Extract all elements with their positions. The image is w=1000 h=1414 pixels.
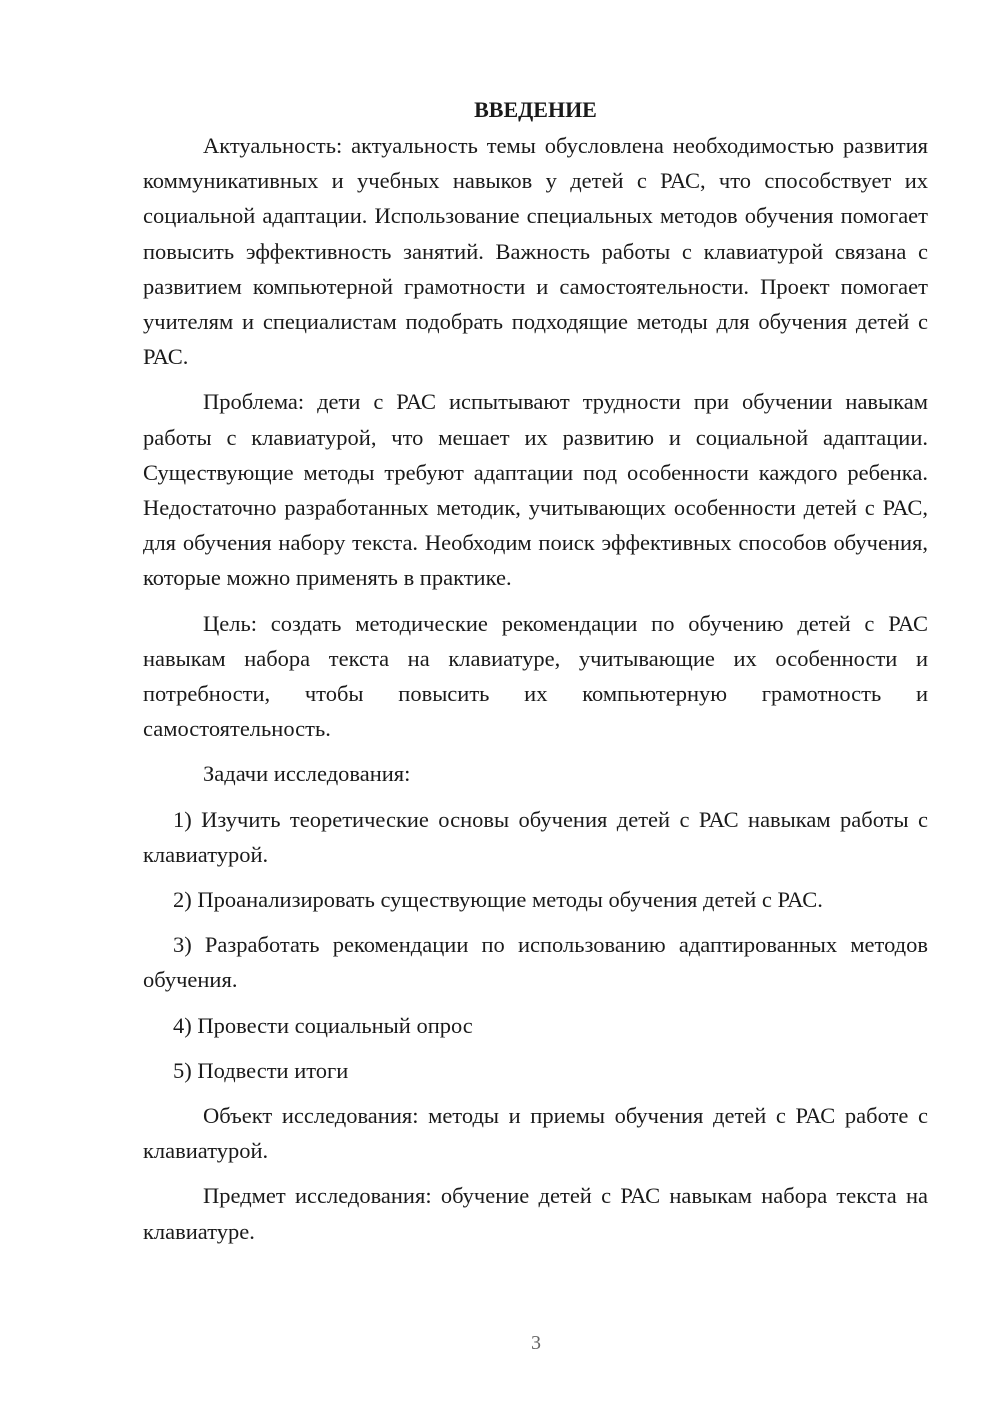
subject-paragraph: Предмет исследования: обучение детей с РАС навыкам набора текста на клавиатуре. (143, 1183, 928, 1244)
problem-paragraph: Проблема: дети с РАС испытывают трудности при обучении навыкам работы с клавиатурой, что мешает их развитию и социальной адаптации. Существующие методы требуют адаптации под особенности каждого ребенка. Недостаточно разработанных методик, учитывающих особенности детей с РАС, для обучения набору текста. Необходим поиск эффективных способов обучения, которые можно применять в практике. (143, 389, 928, 591)
document-body (143, 92, 928, 1259)
relevance-paragraph: Актуальность: актуальность темы обусловлена необходимостью развития коммуникативных и учебных навыков у детей с РАС, что способствует их социальной адаптации. Использование специальных методов обучения помогает повысить эффективность занятий. Важность работы с клавиатурой связана с развитием компьютерной грамотности и самостоятельности. Проект помогает учителям и специалистам подобрать подходящие методы для обучения детей с РАС. (143, 133, 928, 370)
object-paragraph: Объект исследования: методы и приемы обучения детей с РАС работе с клавиатурой. (143, 1103, 928, 1164)
tasks-heading: Задачи исследования: (203, 761, 411, 787)
task-item-2: 2) Проанализировать существующие методы обучения детей с РАС. (173, 887, 823, 913)
task-item-4: 4) Провести социальный опрос (173, 1012, 473, 1038)
task-item-1: 1) Изучить теоретические основы обучения детей с РАС навыкам работы с клавиатурой. (143, 806, 928, 867)
goal-paragraph: Цель: создать методические рекомендации по обучению детей с РАС навыкам набора текста на клавиатуре, учитывающие их особенности и потребности, чтобы повысить их компьютерную грамотность и самостоятельность. (143, 610, 928, 742)
task-item-3: 3) Разработать рекомендации по использованию адаптированных методов обучения. (143, 932, 928, 993)
page-number: 3 (531, 1332, 541, 1354)
task-item-5: 5) Подвести итоги (173, 1057, 349, 1083)
section-heading: ВВЕДЕНИЕ (474, 97, 597, 122)
